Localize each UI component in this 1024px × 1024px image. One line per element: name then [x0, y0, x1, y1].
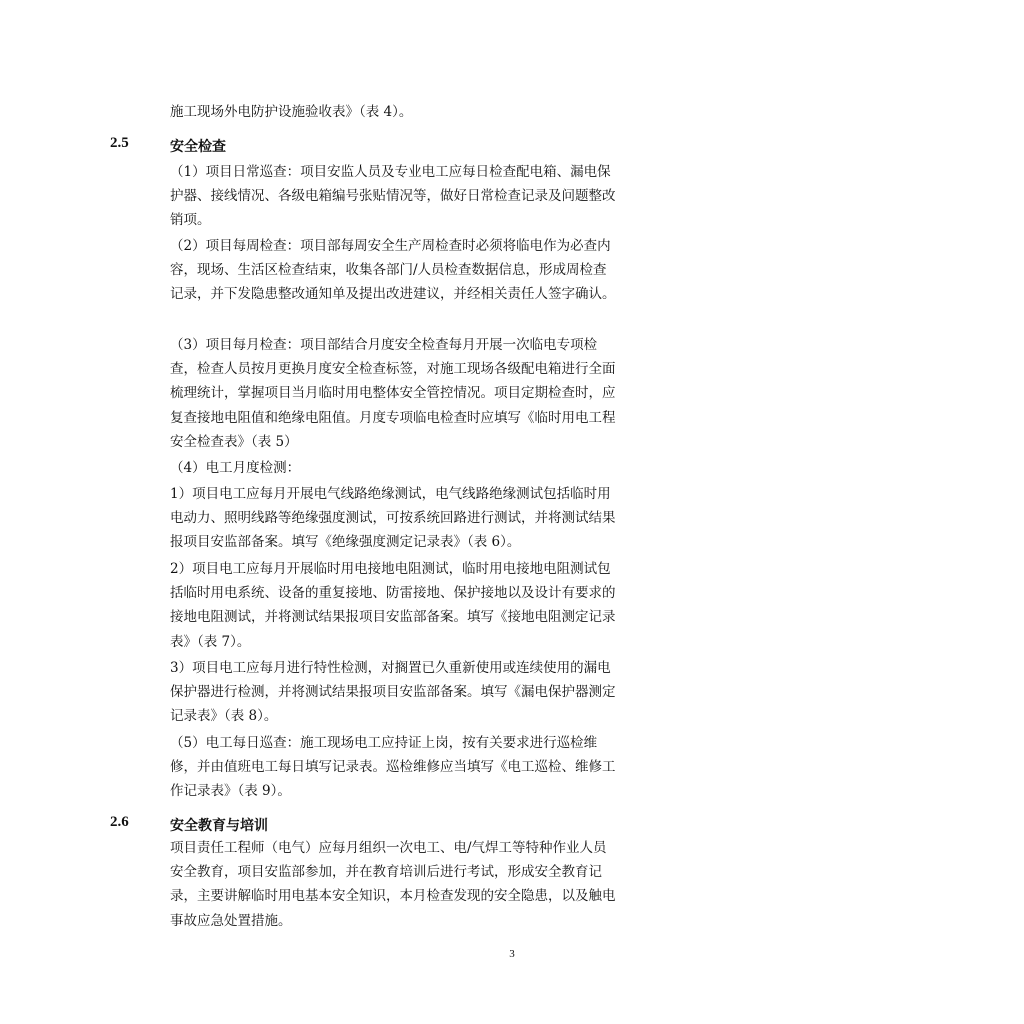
paragraph-weekly-inspection: （2）项目每周检查：项目部每周安全生产周检查时必须将临电作为必查内容，现场、生活区检查结束，收集各部门/人员检查数据信息，形成周检查记录，并下发隐患整改通知单及提出改进建议，并经相关责任人签字确认。 [170, 238, 616, 303]
section-number-2-5: 2.5 [110, 135, 129, 151]
paragraph-daily-inspection: （1）项目日常巡查：项目安监人员及专业电工应每日检查配电箱、漏电保护器、接线情况、各级电箱编号张贴情况等，做好日常检查记录及问题整改销项。 [170, 164, 616, 229]
paragraph-leakage-test: 3）项目电工应每月进行特性检测，对搁置已久重新使用或连续使用的漏电保护器进行检测，并将测试结果报项目安监部备案。填写《漏电保护器测定记录表》（表 8）。 [170, 660, 616, 725]
paragraph-daily-patrol: （5）电工每日巡查：施工现场电工应持证上岗，按有关要求进行巡检维修，并由值班电工每日填写记录表。巡检维修应当填写《电工巡检、维修工作记录表》（表 9）。 [170, 735, 616, 800]
page-number: 3 [509, 948, 515, 960]
intro-line: 施工现场外电防护设施验收表》（表 4）。 [170, 104, 413, 120]
section-heading-2-6: 安全教育与培训 [170, 818, 268, 834]
section-heading-2-5: 安全检查 [170, 139, 226, 155]
paragraph-safety-education: 项目责任工程师（电气）应每月组织一次电工、电/气焊工等特种作业人员安全教育，项目安监部参加，并在教育培训后进行考试，形成安全教育记录，主要讲解临时用电基本安全知识，本月检查发现的安全隐患，以及触电事故应急处置措施。 [170, 840, 616, 929]
paragraph-monthly-inspection: （3）项目每月检查：项目部结合月度安全检查每月开展一次临电专项检查，检查人员按月更换月度安全检查标签，对施工现场各级配电箱进行全面梳理统计，掌握项目当月临时用电整体安全管控情况。项目定期检查时，应复查接地电阻值和绝缘电阻值。月度专项临电检查时应填写《临时用电工程安全检查表》（表 5） [170, 337, 616, 450]
paragraph-grounding-test: 2）项目电工应每月开展临时用电接地电阻测试，临时用电接地电阻测试包括临时用电系统、设备的重复接地、防雷接地、保护接地以及设计有要求的接地电阻测试，并将测试结果报项目安监部备案。填写《接地电阻测定记录表》（表 7）。 [170, 561, 616, 650]
section-number-2-6: 2.6 [110, 814, 129, 830]
paragraph-insulation-test: 1）项目电工应每月开展电气线路绝缘测试，电气线路绝缘测试包括临时用电动力、照明线路等绝缘强度测试，可按系统回路进行测试，并将测试结果报项目安监部备案。填写《绝缘强度测定记录表》（表 6）。 [170, 486, 616, 551]
paragraph-monthly-testing: （4）电工月度检测： [170, 460, 301, 476]
